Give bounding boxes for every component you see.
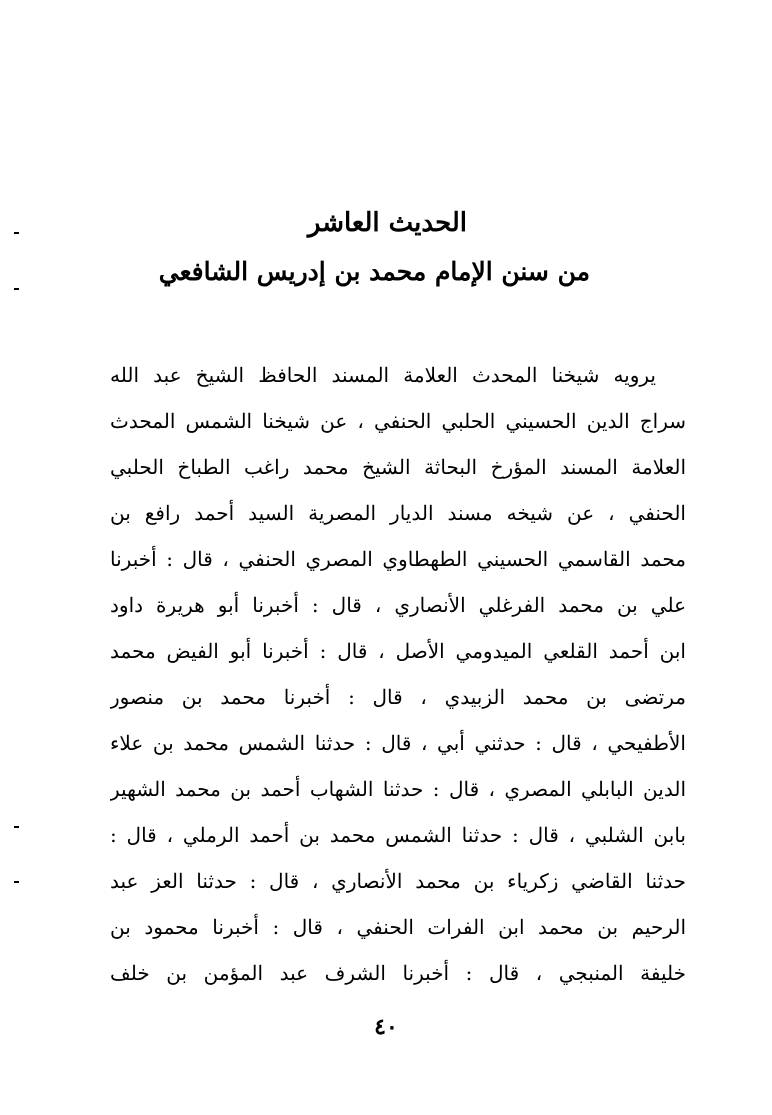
scan-mark [14,288,19,290]
text-line: بابن الشلبي ، قال : حدثنا الشمس محمد بن أحمد الرملي ، قال : [110,823,686,847]
page-number: ٤٠ [374,1014,398,1040]
text-line: يرويه شيخنا المحدث العلامة المسند الحافظ الشيخ عبد الله [110,363,656,387]
text-line: الرحيم بن محمد ابن الفرات الحنفي ، قال : أخبرنا محمود بن [110,915,686,939]
scan-mark [14,881,19,883]
text-line: ابن أحمد القلعي الميدومي الأصل ، قال : أخبرنا أبو الفيض محمد [110,639,686,663]
hadith-title: الحديث العاشر [307,208,467,238]
text-line: مرتضى بن محمد الزبيدي ، قال : أخبرنا محمد بن منصور [110,685,686,709]
scan-mark [14,826,19,828]
scan-mark [14,232,19,234]
text-line: حدثنا القاضي زكرياء بن محمد الأنصاري ، قال : حدثنا العز عبد [110,869,686,893]
text-line: العلامة المسند المؤرخ البحاثة الشيخ محمد راغب الطباخ الحلبي [110,455,686,479]
text-line: الحنفي ، عن شيخه مسند الديار المصرية السيد أحمد رافع بن [110,501,686,525]
text-line: الأطفيحي ، قال : حدثني أبي ، قال : حدثنا الشمس محمد بن علاء [110,731,686,755]
isnad-paragraph [110,352,686,996]
text-line: خليفة المنبجي ، قال : أخبرنا الشرف عبد المؤمن بن خلف [110,961,686,985]
text-line: سراج الدين الحسيني الحلبي الحنفي ، عن شيخنا الشمس المحدث [110,409,686,433]
text-line: محمد القاسمي الحسيني الطهطاوي المصري الحنفي ، قال : أخبرنا [110,547,686,571]
text-line: علي بن محمد الفرغلي الأنصاري ، قال : أخبرنا أبو هريرة داود [110,593,686,617]
hadith-subtitle: من سنن الإمام محمد بن إدريس الشافعي [158,257,590,286]
text-line: الدين البابلي المصري ، قال : حدثنا الشهاب أحمد بن محمد الشهير [110,777,686,801]
